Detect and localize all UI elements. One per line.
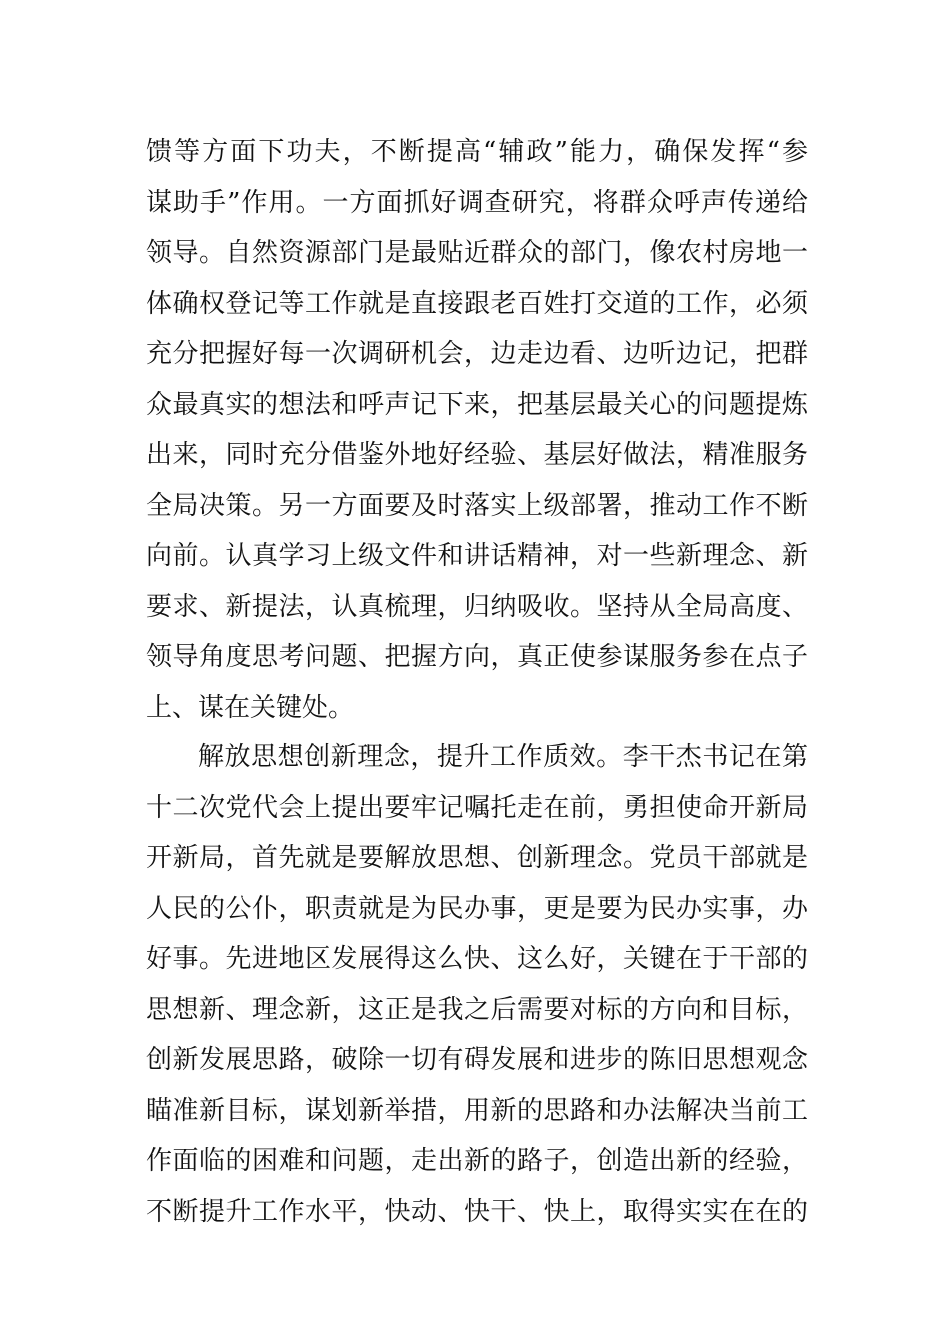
text-line: 不断提升工作水平，快动、快干、快上，取得实实在在的 [146, 1196, 808, 1227]
text-line: 要求、新提法，认真梳理，归纳吸收。坚持从全局高度、 [146, 591, 808, 622]
text-line: 好事。先进地区发展得这么快、这么好，关键在于干部的 [146, 944, 808, 974]
text-line: 领导。自然资源部门是最贴近群众的部门，像农村房地一 [146, 238, 808, 268]
text-line: 谋助手”作用。一方面抓好调查研究，将群众呼声传递给 [146, 187, 808, 218]
text-line: 充分把握好每一次调研机会，边走边看、边听边记，把群 [146, 339, 808, 369]
text-line: 瞄准新目标，谋划新举措，用新的思路和办法解决当前工 [146, 1095, 808, 1126]
paragraph-1 [146, 127, 808, 733]
text-line: 十二次党代会上提出要牢记嘱托走在前，勇担使命开新局 [146, 792, 808, 823]
text-line: 上、谋在关键处。 [146, 692, 355, 723]
text-line: 创新发展思路，破除一切有碍发展和进步的陈旧思想观念 [146, 1045, 808, 1075]
text-line: 领导角度思考问题、把握方向，真正使参谋服务参在点子 [146, 642, 808, 672]
text-line: 思想新、理念新，这正是我之后需要对标的方向和目标， [146, 994, 808, 1025]
text-line: 开新局，首先就是要解放思想、创新理念。党员干部就是 [146, 843, 808, 873]
paragraph-2 [146, 732, 808, 1237]
text-line: 人民的公仆，职责就是为民办事，更是要为民办实事，办 [146, 893, 808, 924]
text-line: 向前。认真学习上级文件和讲话精神，对一些新理念、新 [146, 541, 808, 571]
text-line: 全局决策。另一方面要及时落实上级部署，推动工作不断 [146, 490, 808, 521]
text-line: 体确权登记等工作就是直接跟老百姓打交道的工作，必须 [146, 288, 808, 319]
text-line: 解放思想创新理念，提升工作质效。李干杰书记在第 [198, 742, 808, 772]
text-line: 馈等方面下功夫，不断提高“辅政”能力，确保发挥“参 [146, 137, 808, 167]
text-line: 作面临的困难和问题，走出新的路子，创造出新的经验， [146, 1146, 808, 1176]
text-line: 出来，同时充分借鉴外地好经验、基层好做法，精准服务 [146, 440, 808, 470]
text-line: 众最真实的想法和呼声记下来，把基层最关心的问题提炼 [146, 389, 808, 420]
